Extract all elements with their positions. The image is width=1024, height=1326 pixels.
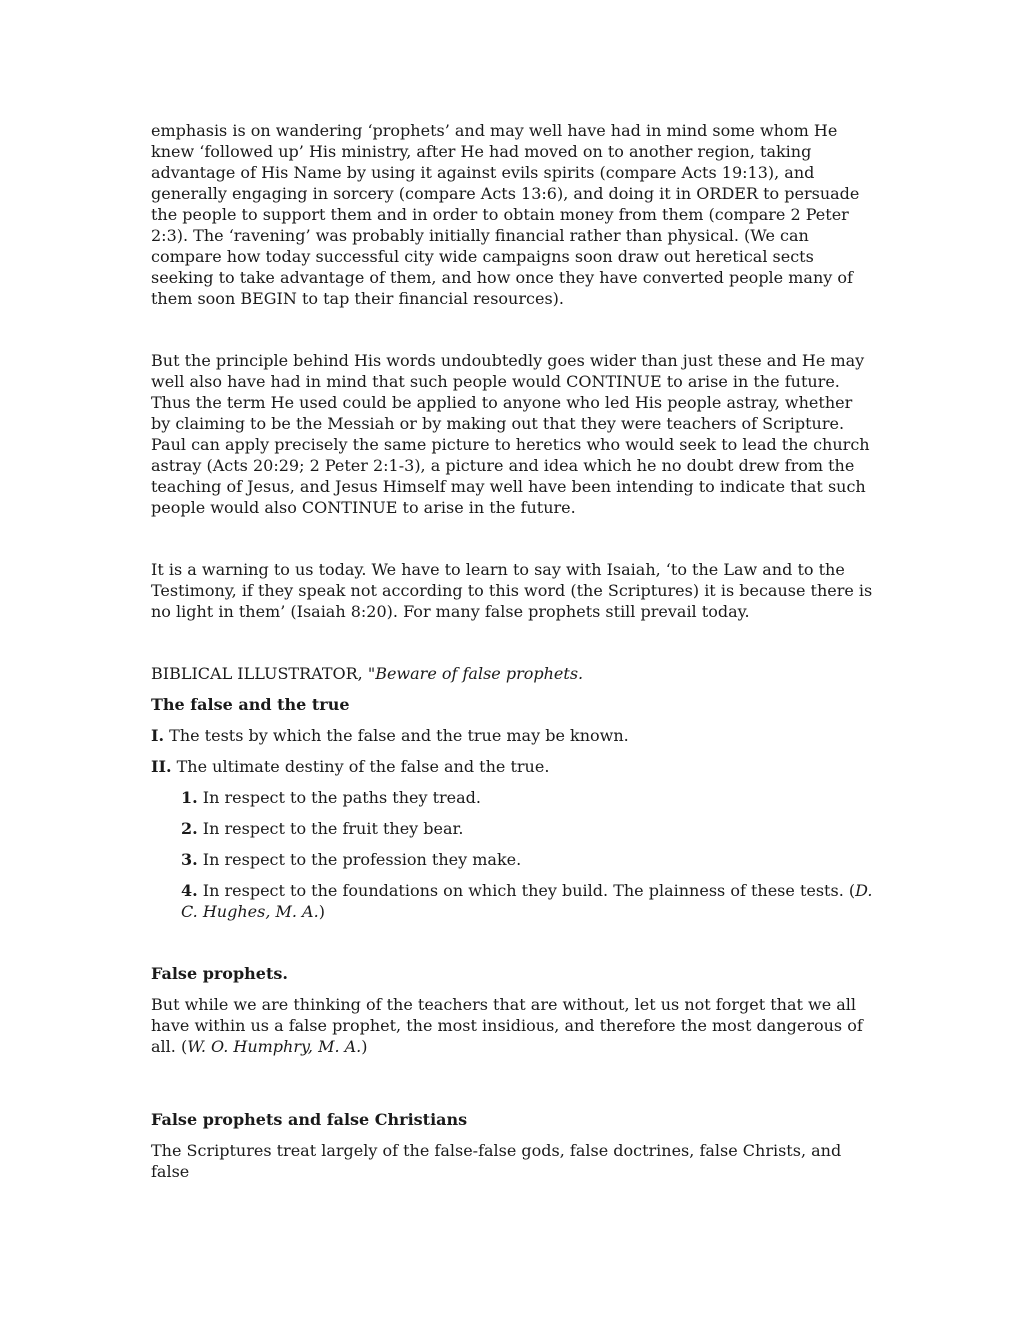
item-text: The tests by which the false and the true may be known. — [164, 726, 629, 745]
item-text: In respect to the profession they make. — [197, 850, 522, 869]
item-text: The ultimate destiny of the false and the true. — [171, 757, 550, 776]
illustrator-prefix: BIBLICAL ILLUSTRATOR, " — [151, 664, 376, 683]
paragraph-warning: It is a warning to us today. We have to learn to say with Isaiah, ‘to the Law and to the Testimony, if they speak not according to this word (the Scriptures) it is because there is no light in them’ (Isaiah 8:20). For many false prophets still prevail today. — [151, 560, 873, 621]
item-number: 3. — [181, 850, 198, 869]
sub-list-item — [181, 787, 875, 808]
item-number: II. — [151, 757, 172, 776]
heading-false-and-true: The false and the true — [151, 695, 350, 714]
sub-list-item — [181, 880, 875, 922]
citation-close: ) — [361, 1037, 368, 1056]
heading-false-prophets-christians: False prophets and false Christians — [151, 1110, 468, 1129]
item-number: 1. — [181, 788, 198, 807]
citation-close: ) — [318, 902, 325, 921]
item-text: In respect to the foundations on which they build. The plainness of these tests. ( — [197, 881, 856, 900]
document-page — [151, 120, 875, 1182]
heading-false-prophets: False prophets. — [151, 964, 288, 983]
paragraph-text: But while we are thinking of the teachers that are without, let us not forget that we all have within us a false prophet, the most insidious, and therefore the most dangerous of all. ( — [151, 995, 863, 1056]
list-item — [151, 756, 875, 777]
paragraph-false-prophets — [151, 994, 875, 1057]
paragraph-wandering-prophets: emphasis is on wandering ‘prophets’ and may well have had in mind some whom He knew ‘followed up’ His ministry, after He had moved on to another region, taking advantage of His Name by using it against evils spirits (compare Acts 19:13), and generally engaging in sorcery (compare Acts 13:6), and doing it in ORDER to persuade the people to support them and in order to obtain money from them (compare 2 Peter 2:3). The ‘ravening’ was probably initially financial rather than physical. (We can compare how today successful city wide campaigns soon draw out heretical sects seeking to take advantage of them, and how once they have converted people many of them soon BEGIN to tap their financial resources). — [151, 121, 860, 308]
illustrator-line — [151, 663, 875, 684]
list-item — [151, 725, 875, 746]
item-number: I. — [151, 726, 165, 745]
item-text: In respect to the fruit they bear. — [197, 819, 464, 838]
illustrator-title: Beware of false prophets. — [375, 664, 584, 683]
sub-list-item — [181, 818, 875, 839]
item-number: 2. — [181, 819, 198, 838]
citation: D. C. Hughes, M. A. — [181, 881, 873, 921]
item-number: 4. — [181, 881, 198, 900]
item-text: In respect to the paths they tread. — [197, 788, 482, 807]
sub-list-item — [181, 849, 875, 870]
citation: W. O. Humphry, M. A. — [187, 1037, 362, 1056]
paragraph-scriptures: The Scriptures treat largely of the false-false gods, false doctrines, false Christs, and false — [151, 1141, 842, 1181]
paragraph-principle: But the principle behind His words undoubtedly goes wider than just these and He may well also have had in mind that such people would CONTINUE to arise in the future. Thus the term He used could be applied to anyone who led His people astray, whether by claiming to be the Messiah or by making out that they were teachers of Scripture. Paul can apply precisely the same picture to heretics who would seek to lead the church astray (Acts 20:29; 2 Peter 2:1-3), a picture and idea which he no doubt drew from the teaching of Jesus, and Jesus Himself may well have been intending to indicate that such people would also CONTINUE to arise in the future. — [151, 351, 870, 517]
